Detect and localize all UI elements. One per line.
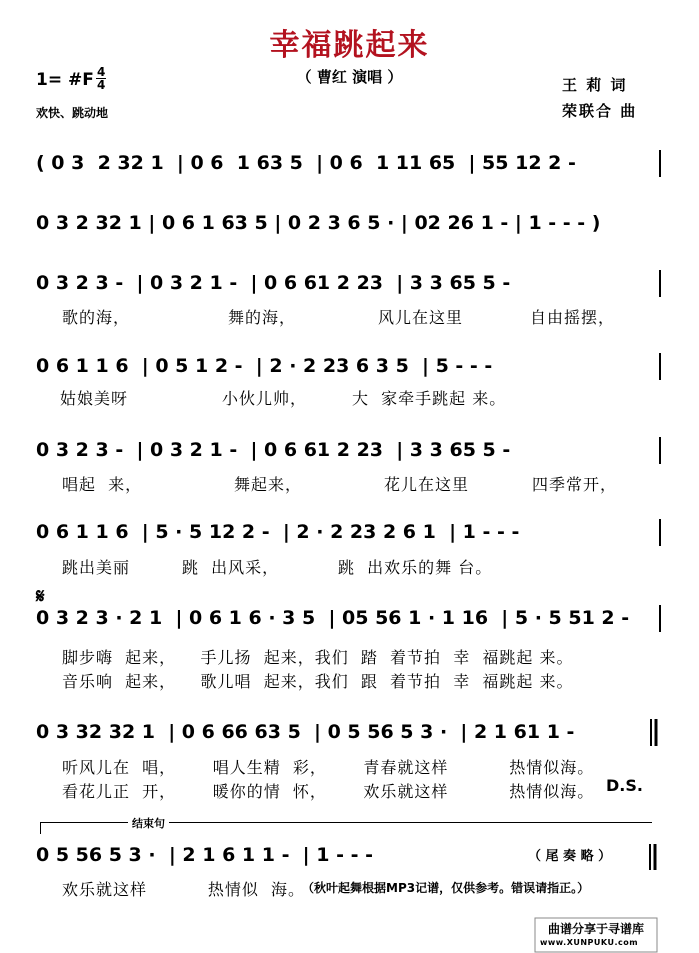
lyric-text: 欢乐就这样 热情似 海。 xyxy=(62,880,306,899)
lyric-text: 自由摇摆， xyxy=(530,308,616,327)
lyric-text: 看花儿正 开， 暖你的情 怀， 欢乐就这样 热情似海。 xyxy=(62,782,595,801)
lyric-text: 四季常开， xyxy=(532,475,618,494)
score-row-text: 0 3 2 3 · 2 1 | 0 6 1 6 · 3 5 | 05 56 1 · 1 16 | 5 · 5 51 2 - xyxy=(36,607,630,629)
lyric-text: 歌的海， xyxy=(62,308,131,327)
score-row-text: 0 6 1 1 6 | 5 · 5 12 2 - | 2 · 2 23 2 6 1 | 1 - - - xyxy=(36,521,520,543)
lyric-text: 小伙儿帅， xyxy=(222,389,308,408)
lyric-text: 听风儿在 唱， 唱人生精 彩， 青春就这样 热情似海。 xyxy=(62,758,595,777)
lyric-text: 跳 出风采， xyxy=(182,558,280,577)
lyric-text: 姑娘美呀 xyxy=(60,389,129,408)
outro-note: （ 尾 奏 略 ） xyxy=(528,849,612,864)
lyric-text: 舞的海， xyxy=(228,308,297,327)
lyric-text: 脚步嗨 起来， 手儿扬 起来，我们 踏 着节拍 幸 福跳起 来。 xyxy=(62,648,574,667)
ending-label: 结束句 xyxy=(128,815,169,831)
lyric-text: 风儿在这里 xyxy=(378,308,464,327)
time-signature-top: 4 xyxy=(97,65,106,79)
footer-site-name: 曲谱分享于寻谱库 xyxy=(548,922,645,936)
score-row-text: 0 3 2 3 - | 0 3 2 1 - | 0 6 61 2 23 | 3 3 65 5 - xyxy=(36,439,511,461)
score-row-text: 0 5 56 5 3 · | 2 1 6 1 1 - | 1 - - - xyxy=(36,844,373,866)
composer-credit: 荣联合 曲 xyxy=(562,102,638,120)
lyric-text: 舞起来， xyxy=(234,475,303,494)
score-row-text: 0 3 2 3 - | 0 3 2 1 - | 0 6 61 2 23 | 3 3 65 5 - xyxy=(36,272,511,294)
key-signature: 1= #F xyxy=(36,70,94,90)
score-row-text: 0 6 1 1 6 | 0 5 1 2 - | 2 · 2 23 6 3 5 | 5 - - - xyxy=(36,355,493,377)
lyric-text: 花儿在这里 xyxy=(384,475,470,494)
footer-frame xyxy=(535,918,657,952)
score-row-text: ( 0 3 2 32 1 | 0 6 1 63 5 | 0 6 1 11 65 | 55 12 2 - xyxy=(36,152,576,174)
transcription-note: （秋叶起舞根据MP3记谱，仅供参考。错误请指正。） xyxy=(302,881,590,895)
dal-segno-marking: D.S. xyxy=(606,776,643,795)
footer-url: www.XUNPUKU.com xyxy=(540,938,639,947)
lyric-text: 唱起 来， xyxy=(62,475,143,494)
singer-credit: （ 曹红 演唱 ） xyxy=(296,68,403,86)
song-title: 幸福跳起来 xyxy=(269,28,430,63)
lyric-text: 跳 出欢乐的舞 台。 xyxy=(338,558,493,577)
time-signature-bottom: 4 xyxy=(97,78,106,92)
barlines xyxy=(650,150,660,870)
lyricist-credit: 王 莉 词 xyxy=(562,76,628,94)
score-row-text: 0 3 2 32 1 | 0 6 1 63 5 | 0 2 3 6 5 · | 02 26 1 - | 1 - - - ) xyxy=(36,212,601,234)
tempo-marking: 欢快、跳动地 xyxy=(36,106,109,120)
score-row-text: 0 3 32 32 1 | 0 6 66 63 5 | 0 5 56 5 3 · | 2 1 61 1 - xyxy=(36,721,575,743)
lyric-text: 大 家牵手跳起 来。 xyxy=(352,389,507,408)
lyric-text: 跳出美丽 xyxy=(62,558,131,577)
lyric-text: 音乐响 起来， 歌儿唱 起来，我们 跟 着节拍 幸 福跳起 来。 xyxy=(62,672,574,691)
segno-icon: 𝄋 xyxy=(36,584,45,608)
